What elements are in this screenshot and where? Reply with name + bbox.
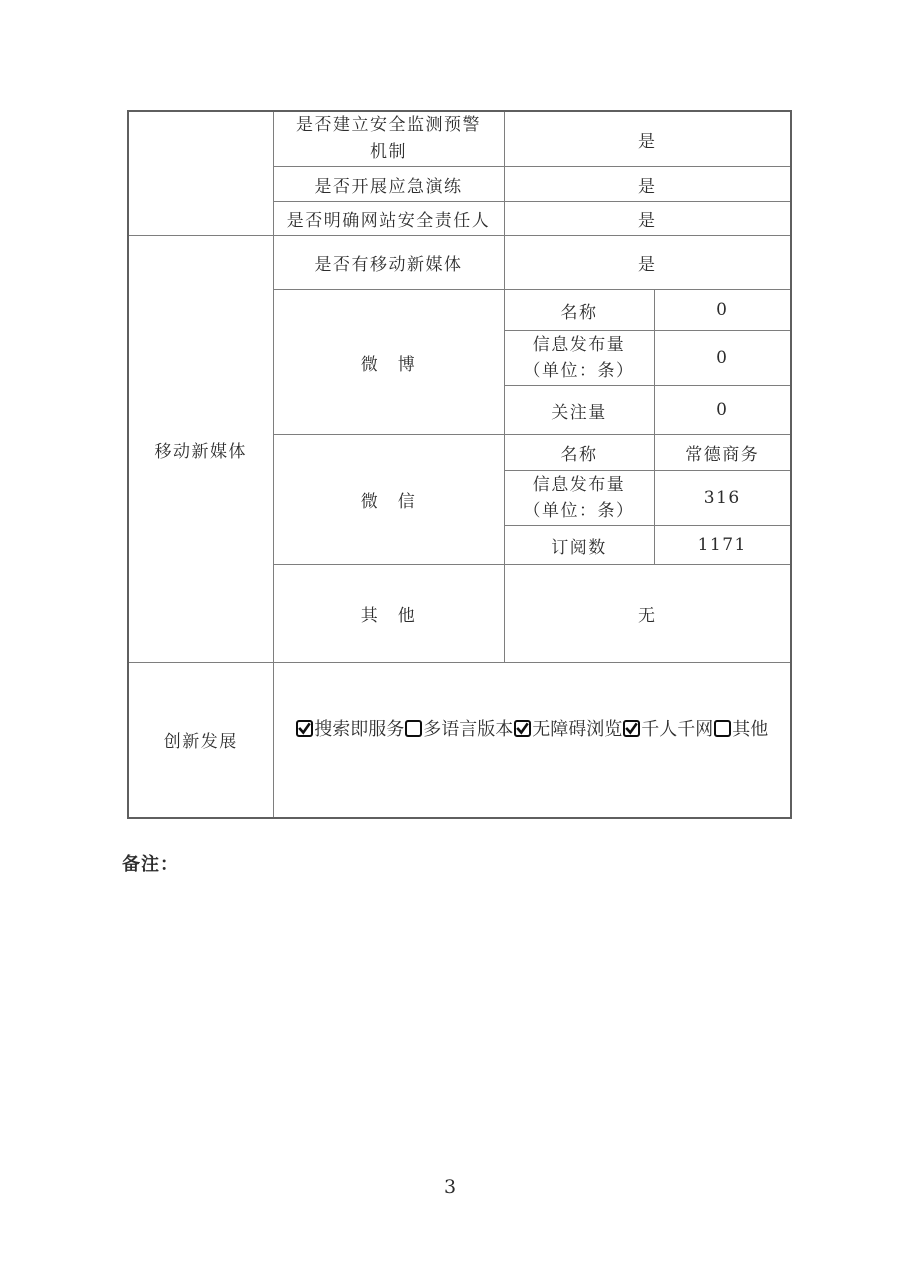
other-media-value: 无 xyxy=(504,565,791,663)
checkbox-checked-icon[interactable] xyxy=(514,720,531,737)
field-label: 订阅数 xyxy=(504,526,654,565)
wechat-label: 微 信 xyxy=(273,435,504,565)
field-label xyxy=(504,471,654,526)
field-value: 0 xyxy=(654,331,791,386)
notes-label: 备注： xyxy=(122,854,179,875)
answer-value: 是 xyxy=(504,236,791,290)
innovation-options xyxy=(274,715,791,741)
field-label: 名称 xyxy=(504,435,654,471)
question-label: 是否明确网站安全责任人 xyxy=(273,202,504,236)
question-label: 是否开展应急演练 xyxy=(273,167,504,202)
field-label-line1: 信息发布量 xyxy=(532,335,626,355)
innovation-option-label: 其他 xyxy=(732,718,769,740)
checkbox-checked-icon[interactable] xyxy=(623,720,640,737)
section-header-cell-empty xyxy=(128,111,273,236)
other-media-label: 其 他 xyxy=(273,565,504,663)
field-value: 0 xyxy=(654,290,791,331)
innovation-option-label: 搜索即服务 xyxy=(314,718,405,740)
checkbox-checked-icon[interactable] xyxy=(296,720,313,737)
field-value: 常德商务 xyxy=(654,435,791,471)
field-label: 关注量 xyxy=(504,386,654,435)
innovation-option-label: 无障碍浏览 xyxy=(532,718,623,740)
field-label: 名称 xyxy=(504,290,654,331)
question-label: 是否有移动新媒体 xyxy=(273,236,504,290)
innovation-option-label: 多语言版本 xyxy=(423,718,514,740)
page-number: 3 xyxy=(443,1176,457,1198)
field-label xyxy=(504,331,654,386)
field-value: 0 xyxy=(654,386,791,435)
checkbox-unchecked-icon[interactable] xyxy=(405,720,422,737)
field-value: 316 xyxy=(654,471,791,526)
question-label: 是否建立安全监测预警机制 xyxy=(273,111,504,167)
checkbox-unchecked-icon[interactable] xyxy=(714,720,731,737)
section-header-innovation: 创新发展 xyxy=(128,663,273,818)
answer-value: 是 xyxy=(504,111,791,167)
field-label-line2: （单位：条） xyxy=(523,501,635,521)
answer-value: 是 xyxy=(504,202,791,236)
field-value: 1171 xyxy=(654,526,791,565)
field-label-line1: 信息发布量 xyxy=(532,475,626,495)
innovation-option-label: 千人千网 xyxy=(641,718,714,740)
annual-report-table xyxy=(127,110,792,819)
weibo-label: 微 博 xyxy=(273,290,504,435)
field-label-line2: （单位：条） xyxy=(523,361,635,381)
innovation-options-cell xyxy=(273,663,791,818)
section-header-mobile-media: 移动新媒体 xyxy=(128,236,273,663)
answer-value: 是 xyxy=(504,167,791,202)
